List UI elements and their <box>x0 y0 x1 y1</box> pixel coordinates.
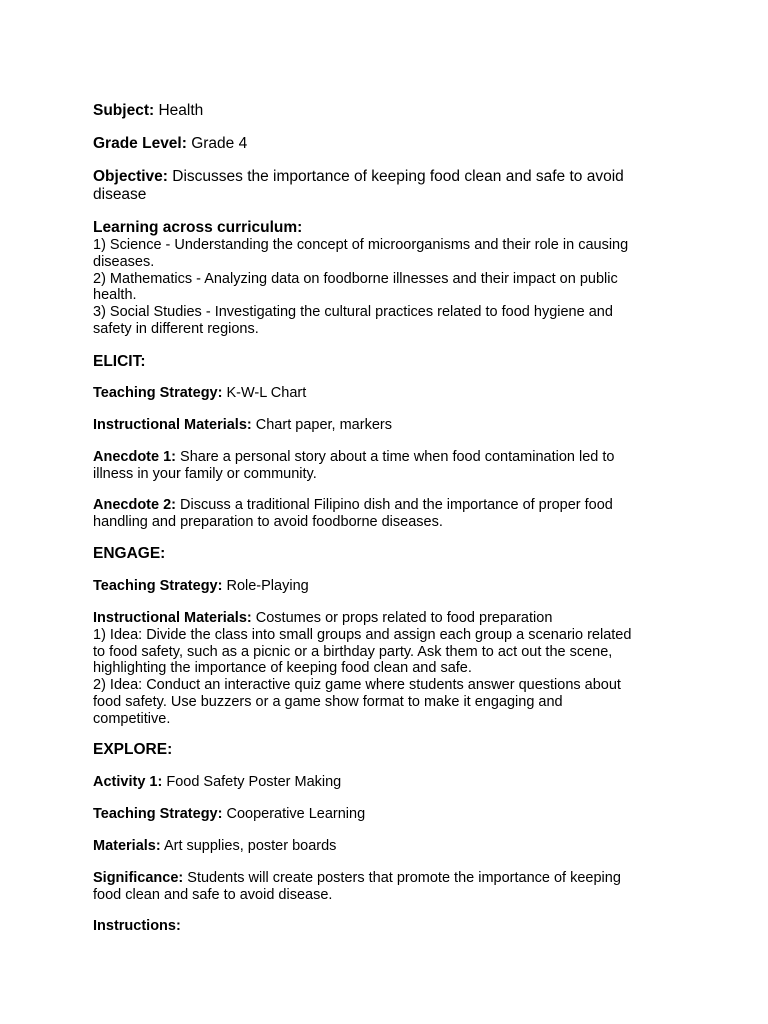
idea-item: competitive. <box>93 710 171 727</box>
anecdote-1-label: Anecdote 1: <box>93 449 176 465</box>
anecdote-1-text: Share a personal story about a time when food contamination led to <box>180 449 615 465</box>
activity-1-label: Activity 1: <box>93 774 163 790</box>
instructional-materials-label: Instructional Materials: <box>93 610 252 626</box>
elicit-instructional-materials <box>93 417 683 434</box>
significance <box>93 870 683 904</box>
grade-level-value: Grade 4 <box>191 135 248 152</box>
curriculum-item: health. <box>93 287 137 304</box>
idea-item: food safety. Use buzzers or a game show format to make it engaging and <box>93 693 563 710</box>
anecdote-1-text-cont: illness in your family or community. <box>93 465 317 482</box>
idea-item: 1) Idea: Divide the class into small groups and assign each group a scenario related <box>93 626 632 643</box>
activity-1-value: Food Safety Poster Making <box>166 774 342 790</box>
instructions-heading: Instructions: <box>93 918 181 934</box>
idea-item: to food safety, such as a picnic or a birthday party. Ask them to act out the scene, <box>93 643 613 660</box>
learning-across-curriculum-heading: Learning across curriculum: <box>93 219 303 236</box>
idea-item: highlighting the importance of keeping food clean and safe. <box>93 660 472 677</box>
materials-label: Materials: <box>93 838 161 854</box>
subject-field <box>93 102 683 120</box>
subject-label: Subject: <box>93 102 155 119</box>
grade-level-field <box>93 135 683 153</box>
curriculum-item: 2) Mathematics - Analyzing data on foodborne illnesses and their impact on public <box>93 270 618 287</box>
curriculum-item: diseases. <box>93 253 155 270</box>
grade-level-label: Grade Level: <box>93 135 187 152</box>
anecdote-2-label: Anecdote 2: <box>93 497 176 513</box>
materials-value: Art supplies, poster boards <box>163 838 337 854</box>
objective-field <box>93 168 683 204</box>
anecdote-2 <box>93 497 683 531</box>
teaching-strategy-label: Teaching Strategy: <box>93 578 223 594</box>
instructional-materials-value: Costumes or props related to food preparation <box>255 610 553 626</box>
explore-materials <box>93 838 683 855</box>
anecdote-2-text-cont: handling and preparation to avoid foodborne diseases. <box>93 513 443 530</box>
teaching-strategy-value: Cooperative Learning <box>226 806 366 822</box>
significance-label: Significance: <box>93 870 184 886</box>
teaching-strategy-label: Teaching Strategy: <box>93 806 223 822</box>
significance-text: Students will create posters that promote the importance of keeping <box>187 870 621 886</box>
elicit-teaching-strategy <box>93 385 683 402</box>
engage-instructional-materials <box>93 610 683 728</box>
significance-text-cont: food clean and safe to avoid disease. <box>93 886 333 903</box>
engage-teaching-strategy <box>93 578 683 595</box>
subject-value: Health <box>158 102 204 119</box>
idea-item: 2) Idea: Conduct an interactive quiz game where students answer questions about <box>93 677 621 694</box>
anecdote-2-text: Discuss a traditional Filipino dish and the importance of proper food <box>180 497 613 513</box>
activity-1 <box>93 774 683 791</box>
anecdote-1 <box>93 449 683 483</box>
teaching-strategy-value: K-W-L Chart <box>226 385 307 401</box>
curriculum-list <box>93 237 683 338</box>
teaching-strategy-value: Role-Playing <box>226 578 309 594</box>
instructional-materials-label: Instructional Materials: <box>93 417 252 433</box>
curriculum-item: 1) Science - Understanding the concept of microorganisms and their role in causing <box>93 237 629 253</box>
explore-teaching-strategy <box>93 806 683 823</box>
objective-label: Objective: <box>93 168 168 185</box>
teaching-strategy-label: Teaching Strategy: <box>93 385 223 401</box>
engage-heading: ENGAGE: <box>93 545 166 562</box>
explore-heading: EXPLORE: <box>93 741 173 758</box>
objective-text: Discusses the importance of keeping food clean and safe to avoid <box>172 168 624 185</box>
objective-text-cont: disease <box>93 186 147 203</box>
elicit-heading: ELICIT: <box>93 353 146 370</box>
curriculum-item: 3) Social Studies - Investigating the cultural practices related to food hygiene and <box>93 304 613 321</box>
curriculum-item: safety in different regions. <box>93 320 259 337</box>
instructional-materials-value: Chart paper, markers <box>255 417 392 433</box>
